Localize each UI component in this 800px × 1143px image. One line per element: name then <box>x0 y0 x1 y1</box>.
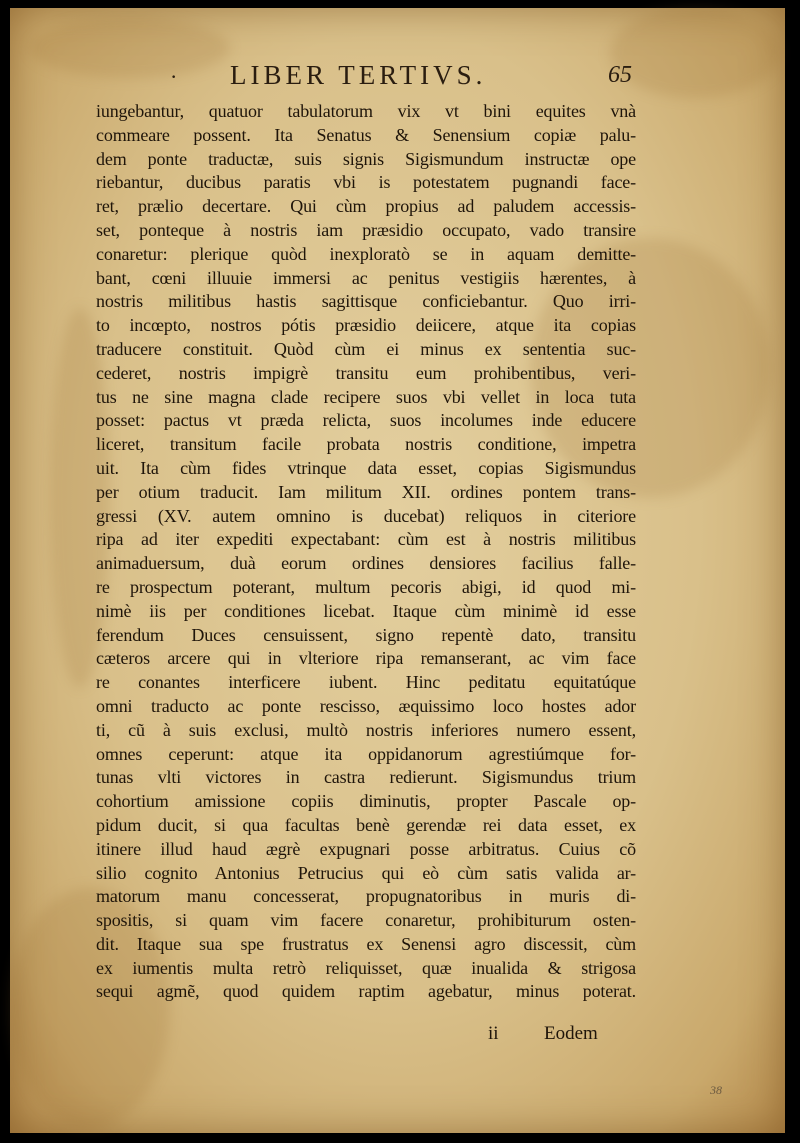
text-line: uit. Ita cùm fides vtrinque data esset, copias Sigismundus <box>96 457 636 478</box>
text-line: tunas vlti victores in castra redierunt. Sigismundus trium <box>96 767 636 788</box>
text-line: sequi agmẽ, quod quidem raptim agebatur, minus poterat. <box>96 981 636 1002</box>
text-line: gressi (XV. autem omnino is ducebat) reliquos in citeriore <box>96 505 636 526</box>
text-line: cæteros arcere qui in vlteriore ripa remanserant, ac vim face <box>96 648 636 669</box>
text-line: omni traducto ac ponte rescisso, æquissimo loco hostes ador <box>96 695 636 716</box>
signature-mark: ii <box>488 1023 499 1044</box>
text-line: nostris militibus hastis sagittisque conficiebantur. Quo irri- <box>96 291 636 312</box>
text-line: riebantur, ducibus paratis vbi is potestatem pugnandi face- <box>96 172 636 193</box>
text-line: re prospectum poterant, multum pecoris abigi, id quod mi- <box>96 576 636 597</box>
text-line: set, ponteque à nostris iam præsidio occupato, vado transire <box>96 219 636 240</box>
book-page <box>10 8 785 1133</box>
text-line: omnes ceperunt: atque ita oppidanorum agrestiúmque for- <box>96 743 636 764</box>
text-line: liceret, transitum facile probata nostris conditione, impetra <box>96 434 636 455</box>
text-line: ripa ad iter expediti expectabant: cùm est à nostris militibus <box>96 529 636 550</box>
text-line: ret, prælio decertare. Qui cùm propius ad paludem accessis- <box>96 196 636 217</box>
body-text <box>96 100 636 1004</box>
page-number: 65 <box>608 62 632 88</box>
text-line: to incœpto, nostros pótis præsidio deiicere, atque ita copias <box>96 315 636 336</box>
catchword: Eodem <box>544 1023 598 1044</box>
text-line: commeare possent. Ita Senatus & Senensium copiæ palu- <box>96 124 636 145</box>
text-line: dem ponte traductæ, suis signis Sigismundum instructæ ope <box>96 148 636 169</box>
text-line: spositis, si quam vim facere conaretur, prohibiturum osten- <box>96 910 636 931</box>
text-line: posset: pactus vt præda relicta, suos incolumes inde educere <box>96 410 636 431</box>
page-header <box>10 60 785 100</box>
text-line: bant, cœni illuuie immersi ac penitus vestigiis hærentes, à <box>96 267 636 288</box>
text-line: dit. Itaque sua spe frustratus ex Senensi agro discessit, cùm <box>96 933 636 954</box>
text-line: per otium traducit. Iam militum XII. ordines pontem trans- <box>96 481 636 502</box>
text-line: re conantes interficere iubent. Hinc peditatu equitatúque <box>96 672 636 693</box>
text-line: conaretur: plerique quòd inexploratò se in aquam demitte- <box>96 243 636 264</box>
text-line: silio cognito Antonius Petrucius qui eò cùm satis valida ar- <box>96 862 636 883</box>
text-line: cohortium amissione copiis diminutis, propter Pascale op- <box>96 791 636 812</box>
text-line: tus ne sine magna clade recipere suos vbi vellet in loca tuta <box>96 386 636 407</box>
folio-note: 38 <box>710 1083 722 1097</box>
text-line: ferendum Duces censuissent, signo repentè dato, transitu <box>96 624 636 645</box>
text-line: ex iumentis multa retrò reliquisset, quæ inualida & strigosa <box>96 957 636 978</box>
text-line: ti, cũ à suis exclusi, multò nostris inferiores numero essent, <box>96 719 636 740</box>
running-title: LIBER TERTIVS. <box>230 60 487 90</box>
text-line: pidum ducit, si qua facultas benè gerendæ rei data esset, ex <box>96 814 636 835</box>
text-line: cederet, nostris impigrè transitu eum prohibentibus, veri- <box>96 362 636 383</box>
text-line: itinere illud haud ægrè expugnari posse arbitratus. Cuius cõ <box>96 838 636 859</box>
page-footer <box>10 1023 785 1053</box>
text-line: animaduersum, duà eorum ordines densiores facilius falle- <box>96 553 636 574</box>
text-line: traducere constituit. Quòd cùm ei minus ex sententia suc- <box>96 338 636 359</box>
text-line: nimè iis per conditiones licebat. Itaque cùm minimè id esse <box>96 600 636 621</box>
text-line: matorum manu concesserat, propugnatoribus in muris di- <box>96 886 636 907</box>
header-marker: · <box>170 64 178 89</box>
text-line: iungebantur, quatuor tabulatorum vix vt bini equites vnà <box>96 101 636 121</box>
